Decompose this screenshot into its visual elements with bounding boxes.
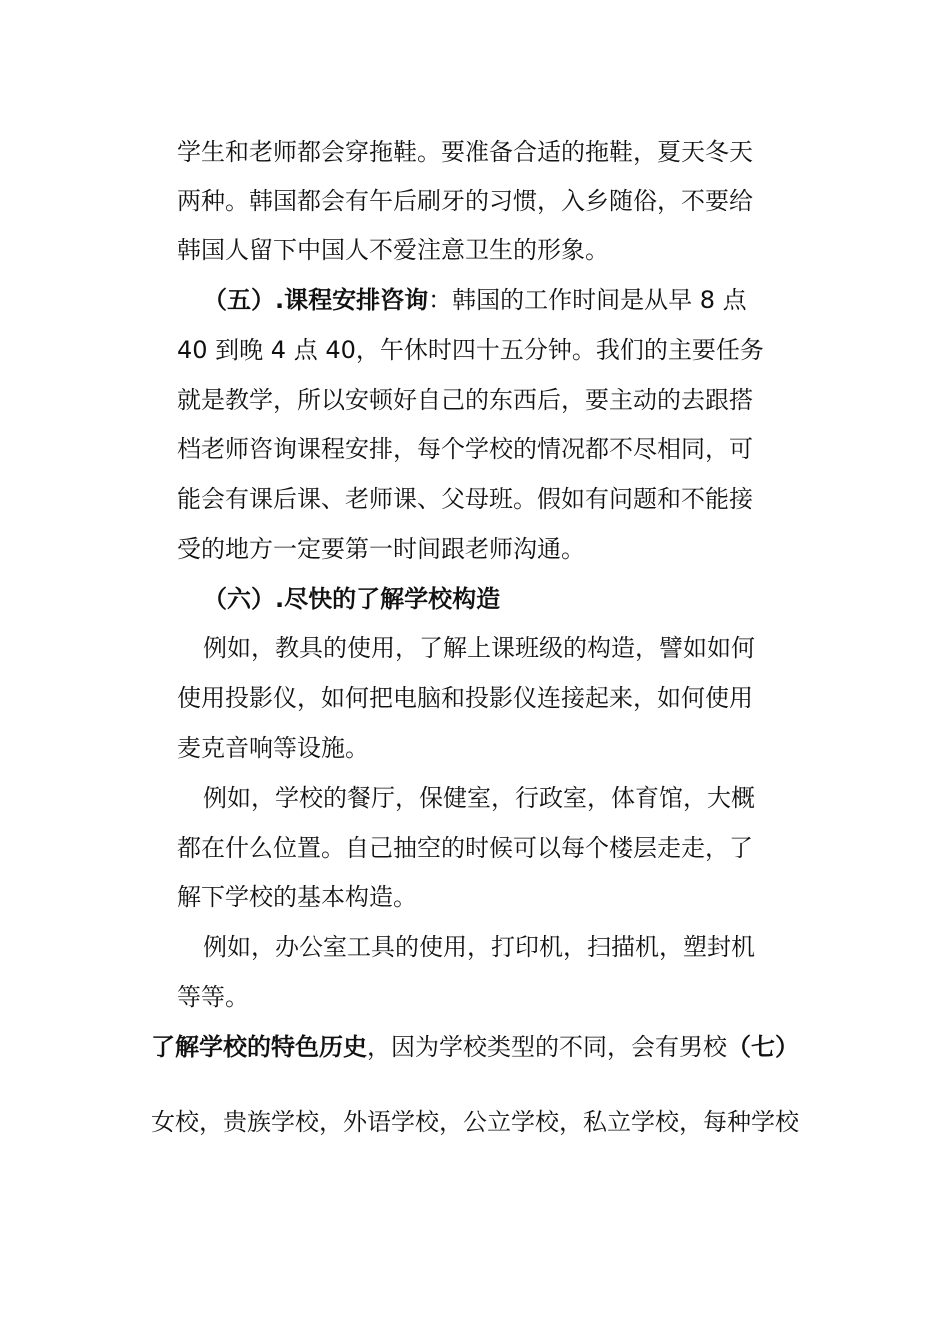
section-7-number: （七） — [727, 1033, 799, 1061]
text-line: 等等。 — [177, 983, 249, 1011]
text-line: 解下学校的基本构造。 — [177, 883, 417, 911]
text-line: 都在什么位置。自己抽空的时候可以每个楼层走走，了 — [177, 834, 753, 862]
text-line: 例如，教具的使用，了解上课班级的构造，譬如如何 — [203, 634, 755, 662]
text-line: 麦克音响等设施。 — [177, 734, 369, 762]
text-line: 韩国人留下中国人不爱注意卫生的形象。 — [177, 236, 609, 264]
section-7-heading: 了解学校的特色历史 — [151, 1033, 367, 1061]
text-line: 例如，学校的餐厅，保健室，行政室，体育馆，大概 — [203, 784, 755, 812]
text-line: 例如，办公室工具的使用，打印机，扫描机，塑封机 — [203, 933, 755, 961]
text-line: 就是教学，所以安顿好自己的东西后，要主动的去跟搭 — [177, 386, 753, 414]
text-line: 受的地方一定要第一时间跟老师沟通。 — [177, 535, 585, 563]
text-line: 使用投影仪，如何把电脑和投影仪连接起来，如何使用 — [177, 684, 753, 712]
text-line: 40 到晚 4 点 40，午休时四十五分钟。我们的主要任务 — [177, 336, 764, 364]
section-7-first-line-text: ，因为学校类型的不同，会有男校 — [367, 1033, 727, 1061]
text-line: 档老师咨询课程安排，每个学校的情况都不尽相同，可 — [177, 435, 753, 463]
section-5-first-line-text: ：韩国的工作时间是从早 8 点 — [428, 286, 747, 314]
section-7-first-line — [151, 1032, 799, 1062]
section-5-first-line — [203, 285, 747, 315]
text-line: 学生和老师都会穿拖鞋。要准备合适的拖鞋，夏天冬天 — [177, 138, 753, 166]
text-line: 两种。韩国都会有午后刷牙的习惯，入乡随俗，不要给 — [177, 187, 753, 215]
section-6-heading: （六）.尽快的了解学校构造 — [203, 585, 501, 613]
text-line: 能会有课后课、老师课、父母班。假如有问题和不能接 — [177, 485, 753, 513]
section-5-heading: （五）.课程安排咨询 — [203, 286, 429, 314]
text-line: 女校，贵族学校，外语学校，公立学校，私立学校，每种学校 — [151, 1108, 799, 1136]
